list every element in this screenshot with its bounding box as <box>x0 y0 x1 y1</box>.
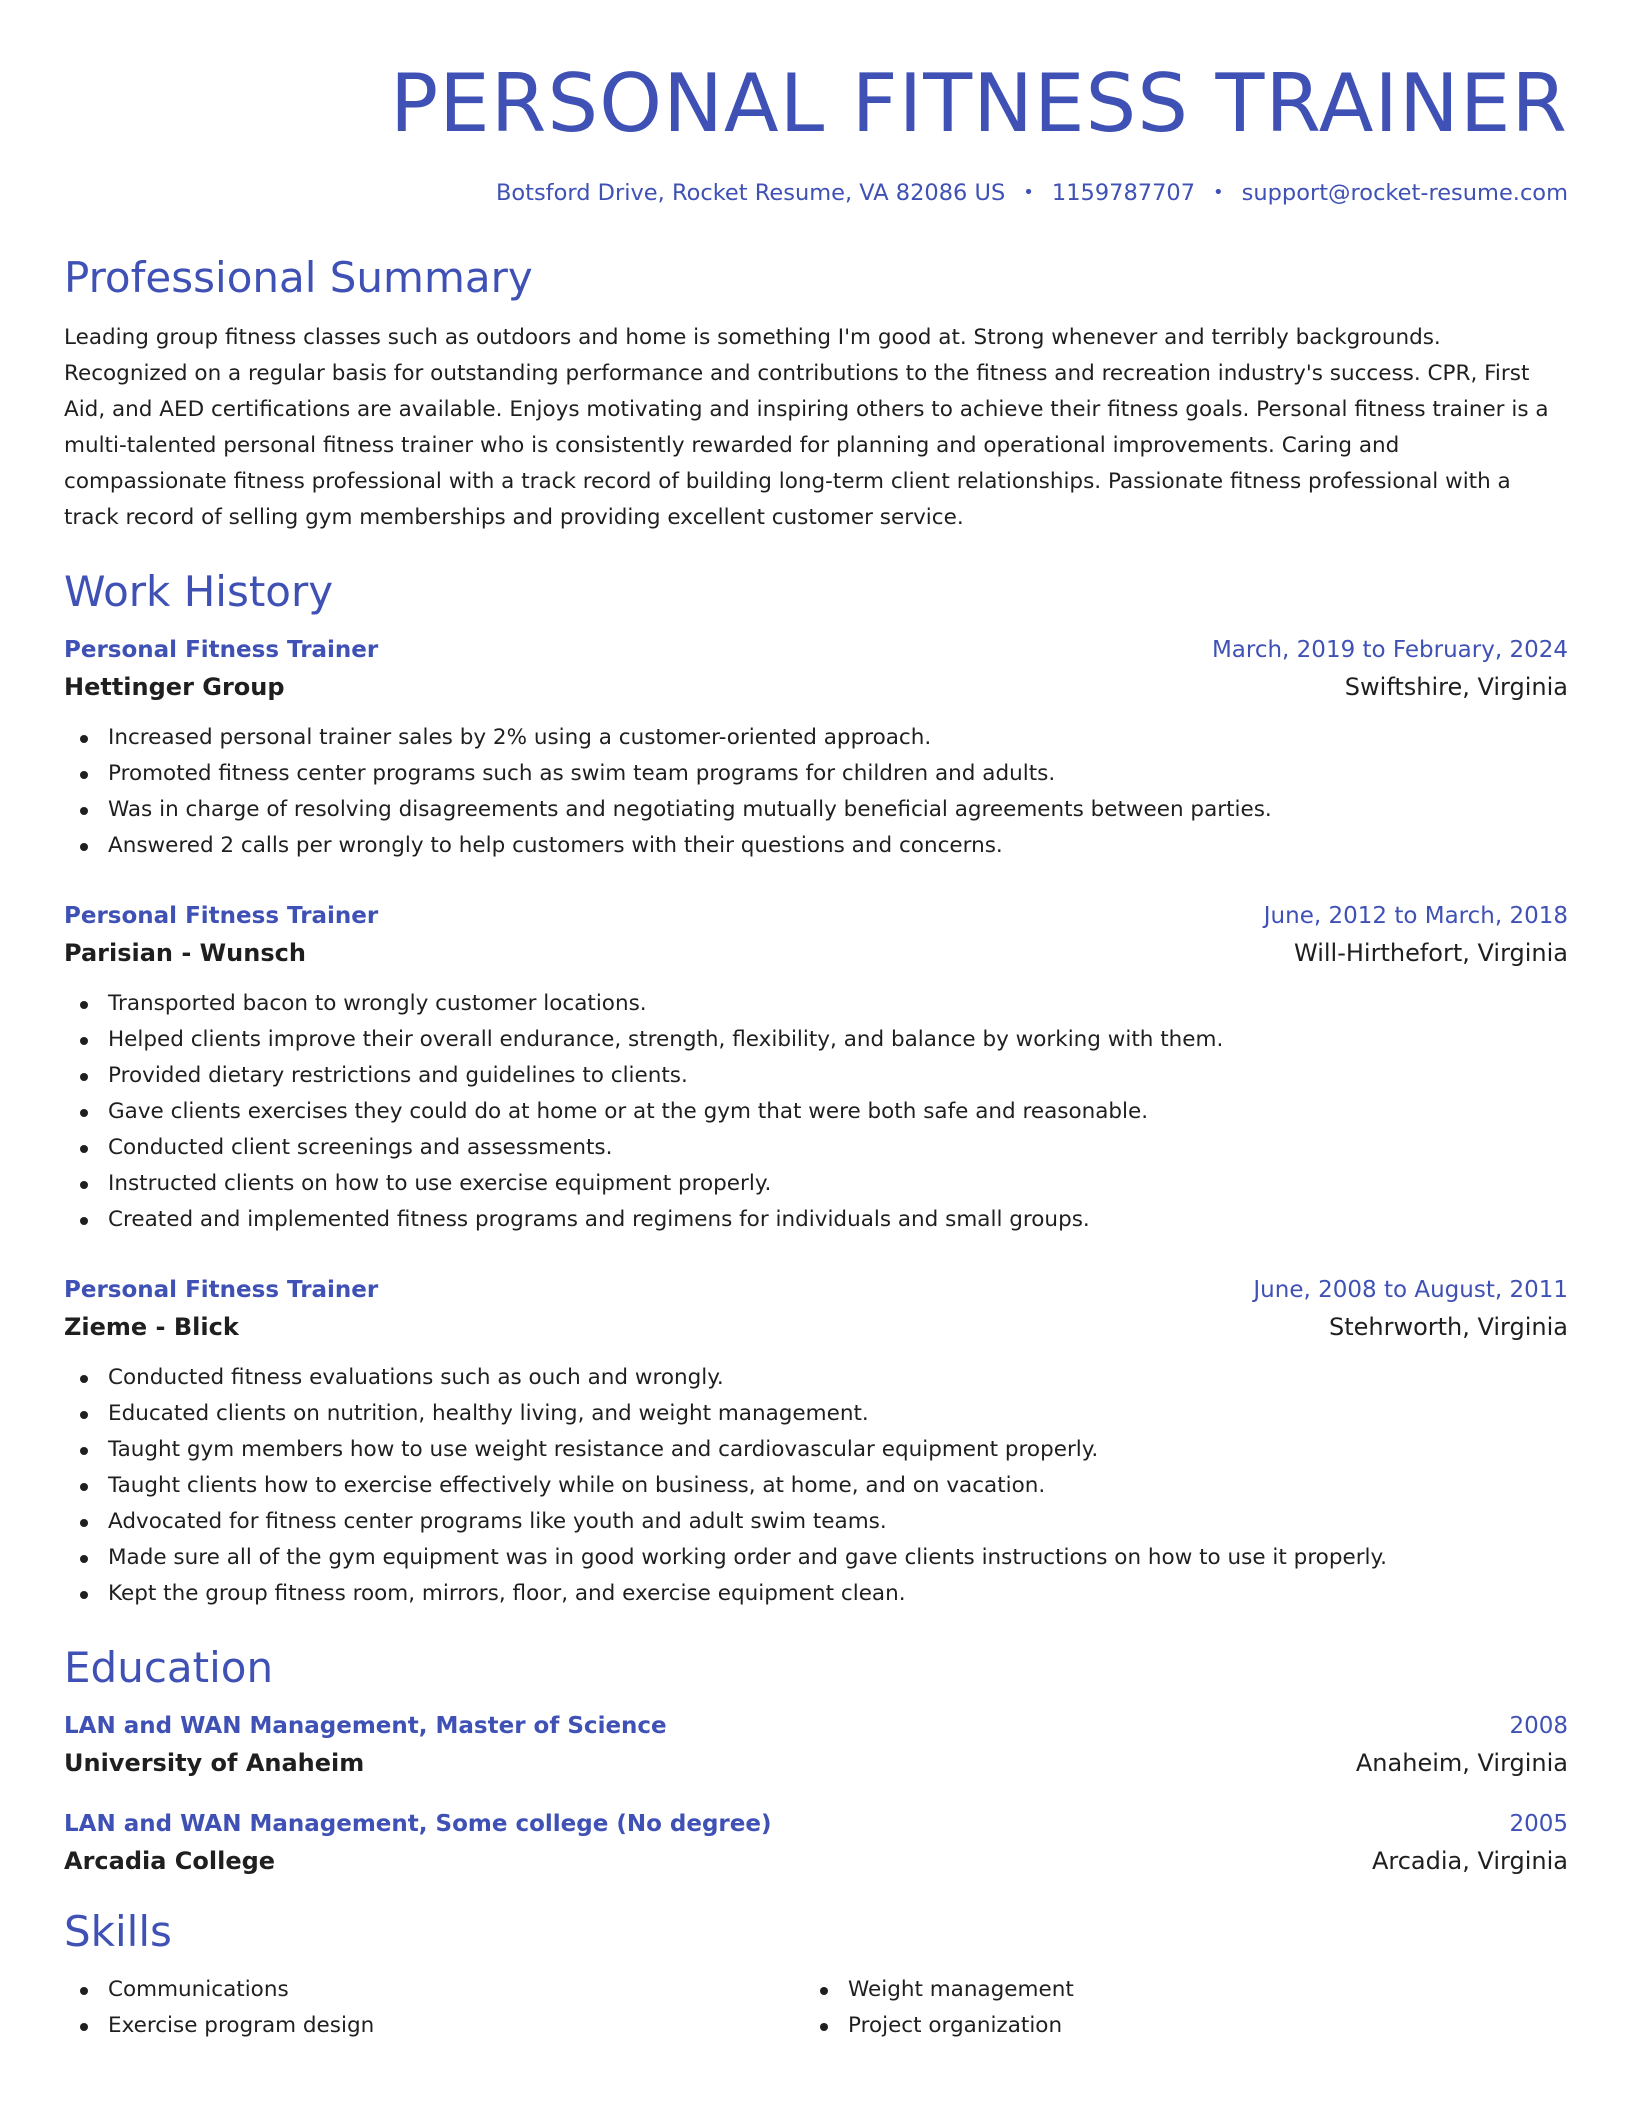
bullet-icon <box>80 1037 88 1045</box>
bullet-text: Educated clients on nutrition, healthy living, and weight management. <box>108 1401 869 1426</box>
bullet-text: Provided dietary restrictions and guidelines to clients. <box>108 1063 688 1088</box>
bullet-text: Taught clients how to exercise effectively while on business, at home, and on vacation. <box>108 1473 1046 1498</box>
section-title-skills: Skills <box>64 1907 172 1956</box>
list-item <box>64 1094 1568 1130</box>
education-degree: LAN and WAN Management, Master of Science <box>64 1713 667 1739</box>
skill-text: Exercise program design <box>108 2013 375 2038</box>
list-item <box>804 2008 1544 2044</box>
education-header-row <box>64 1808 1568 1840</box>
contact-email: support@rocket-resume.com <box>1241 180 1568 206</box>
bullet-text: Answered 2 calls per wrongly to help customers with their questions and concerns. <box>108 833 1003 858</box>
bullet-text: Advocated for fitness center programs like youth and adult swim teams. <box>108 1509 887 1534</box>
education-entry <box>64 1808 1568 1878</box>
education-year: 2005 <box>1509 1811 1568 1837</box>
skills-column-left <box>64 1972 804 2044</box>
education-school-row <box>64 1840 1568 1878</box>
education-school-row <box>64 1742 1568 1780</box>
bullet-icon <box>80 1591 88 1599</box>
job-location: Swiftshire, Virginia <box>1344 673 1568 701</box>
bullet-icon <box>80 1519 88 1527</box>
bullet-icon <box>80 1001 88 1009</box>
bullet-text: Instructed clients on how to use exercise equipment properly. <box>108 1171 772 1196</box>
bullet-text: Created and implemented fitness programs and regimens for individuals and small groups. <box>108 1207 1090 1232</box>
skill-text: Weight management <box>848 1977 1074 2002</box>
candidate-name: PERSONAL FITNESS TRAINER <box>389 57 1568 150</box>
bullet-icon <box>80 1073 88 1081</box>
list-item <box>64 720 1568 756</box>
separator-dot: • <box>1023 182 1034 203</box>
education-degree: LAN and WAN Management, Some college (No degree) <box>64 1811 772 1837</box>
list-item <box>64 1166 1568 1202</box>
bullet-icon <box>80 1447 88 1455</box>
job-bullets <box>64 1360 1568 1612</box>
bullet-text: Transported bacon to wrongly customer locations. <box>108 991 647 1016</box>
job-company-row <box>64 932 1568 970</box>
summary-text: Leading group fitness classes such as outdoors and home is something I'm good at. Strong whenever and terribly backgrounds. Recognized on a regular basis for outstanding performance and contributions to the fitness and recreation industry's success. CPR, First Aid, and AED certifications are available. Enjoys motivating and inspiring others to achieve their fitness goals. Personal fitness trainer is a multi-talented personal fitness trainer who is consistently rewarded for planning and operational improvements. Caring and compassionate fitness professional with a track record of building long-term client relationships. Passionate fitness professional with a track record of selling gym memberships and providing excellent customer service. <box>64 325 1549 530</box>
job-title: Personal Fitness Trainer <box>64 903 379 929</box>
job-entry <box>64 900 1568 1238</box>
section-title-work-history: Work History <box>64 567 334 616</box>
bullet-icon <box>80 1483 88 1491</box>
bullet-icon <box>80 1217 88 1225</box>
list-item <box>64 1540 1568 1576</box>
job-entry <box>64 634 1568 864</box>
bullet-icon <box>820 1987 828 1995</box>
job-header-row <box>64 1274 1568 1306</box>
contact-phone: 1159787707 <box>1051 180 1196 206</box>
job-dates: June, 2008 to August, 2011 <box>1253 1277 1568 1303</box>
resume-header <box>64 56 1568 208</box>
education-entry <box>64 1710 1568 1780</box>
bullet-icon <box>80 843 88 851</box>
list-item <box>64 1504 1568 1540</box>
bullet-text: Kept the group fitness room, mirrors, floor, and exercise equipment clean. <box>108 1581 906 1606</box>
list-item <box>64 792 1568 828</box>
bullet-icon <box>80 1145 88 1153</box>
list-item <box>64 828 1568 864</box>
list-item <box>64 1360 1568 1396</box>
bullet-text: Taught gym members how to use weight resistance and cardiovascular equipment properly. <box>108 1437 1099 1462</box>
bullet-icon <box>80 1411 88 1419</box>
bullet-text: Conducted client screenings and assessments. <box>108 1135 613 1160</box>
contact-line <box>64 178 1568 208</box>
bullet-icon <box>80 1987 88 1995</box>
bullet-text: Helped clients improve their overall endurance, strength, flexibility, and balance by working with them. <box>108 1027 1224 1052</box>
education-header-row <box>64 1710 1568 1742</box>
list-item <box>64 1576 1568 1612</box>
job-title: Personal Fitness Trainer <box>64 1277 379 1303</box>
list-item <box>64 2008 804 2044</box>
job-company: Parisian - Wunsch <box>64 939 306 967</box>
section-title-education: Education <box>64 1643 274 1692</box>
list-item <box>64 1972 804 2008</box>
job-location: Stehrworth, Virginia <box>1328 1313 1568 1341</box>
bullet-icon <box>80 1375 88 1383</box>
list-item <box>64 1468 1568 1504</box>
bullet-icon <box>820 2023 828 2031</box>
list-item <box>64 1202 1568 1238</box>
list-item <box>64 1058 1568 1094</box>
bullet-text: Promoted fitness center programs such as swim team programs for children and adults. <box>108 761 1056 786</box>
job-dates: June, 2012 to March, 2018 <box>1263 903 1568 929</box>
bullet-text: Made sure all of the gym equipment was in good working order and gave clients instructions on how to use it properly. <box>108 1545 1388 1570</box>
bullet-icon <box>80 1109 88 1117</box>
bullet-icon <box>80 735 88 743</box>
list-item <box>804 1972 1544 2008</box>
skill-text: Communications <box>108 1977 289 2002</box>
education-location: Arcadia, Virginia <box>1371 1847 1568 1875</box>
summary-section <box>64 252 1568 536</box>
bullet-icon <box>80 771 88 779</box>
bullet-icon <box>80 1181 88 1189</box>
bullet-text: Gave clients exercises they could do at home or at the gym that were both safe and reasonable. <box>108 1099 1149 1124</box>
job-entry <box>64 1274 1568 1612</box>
job-company: Zieme - Blick <box>64 1313 239 1341</box>
list-item <box>64 1130 1568 1166</box>
list-item <box>64 756 1568 792</box>
job-company-row <box>64 666 1568 704</box>
bullet-icon <box>80 1555 88 1563</box>
bullet-text: Conducted fitness evaluations such as ouch and wrongly. <box>108 1365 724 1390</box>
education-year: 2008 <box>1509 1713 1568 1739</box>
education-location: Anaheim, Virginia <box>1355 1749 1568 1777</box>
skill-text: Project organization <box>848 2013 1063 2038</box>
list-item <box>64 986 1568 1022</box>
list-item <box>64 1432 1568 1468</box>
section-title-summary: Professional Summary <box>64 253 533 302</box>
bullet-icon <box>80 2023 88 2031</box>
job-company-row <box>64 1306 1568 1344</box>
work-history-section <box>64 566 1568 1612</box>
contact-address: Botsford Drive, Rocket Resume, VA 82086 US <box>495 180 1006 206</box>
job-header-row <box>64 900 1568 932</box>
list-item <box>64 1022 1568 1058</box>
job-title: Personal Fitness Trainer <box>64 637 379 663</box>
job-bullets <box>64 986 1568 1238</box>
education-section <box>64 1642 1568 1878</box>
skills-column-right <box>804 1972 1544 2044</box>
job-dates: March, 2019 to February, 2024 <box>1211 637 1568 663</box>
job-header-row <box>64 634 1568 666</box>
job-location: Will-Hirthefort, Virginia <box>1294 939 1568 967</box>
bullet-icon <box>80 807 88 815</box>
job-bullets <box>64 720 1568 864</box>
bullet-text: Increased personal trainer sales by 2% using a customer-oriented approach. <box>108 725 932 750</box>
list-item <box>64 1396 1568 1432</box>
bullet-text: Was in charge of resolving disagreements and negotiating mutually beneficial agreements between parties. <box>108 797 1272 822</box>
separator-dot: • <box>1213 182 1224 203</box>
job-company: Hettinger Group <box>64 673 285 701</box>
education-school: University of Anaheim <box>64 1749 365 1777</box>
education-school: Arcadia College <box>64 1847 276 1875</box>
skills-grid <box>64 1972 1568 2044</box>
skills-section <box>64 1906 1568 2044</box>
